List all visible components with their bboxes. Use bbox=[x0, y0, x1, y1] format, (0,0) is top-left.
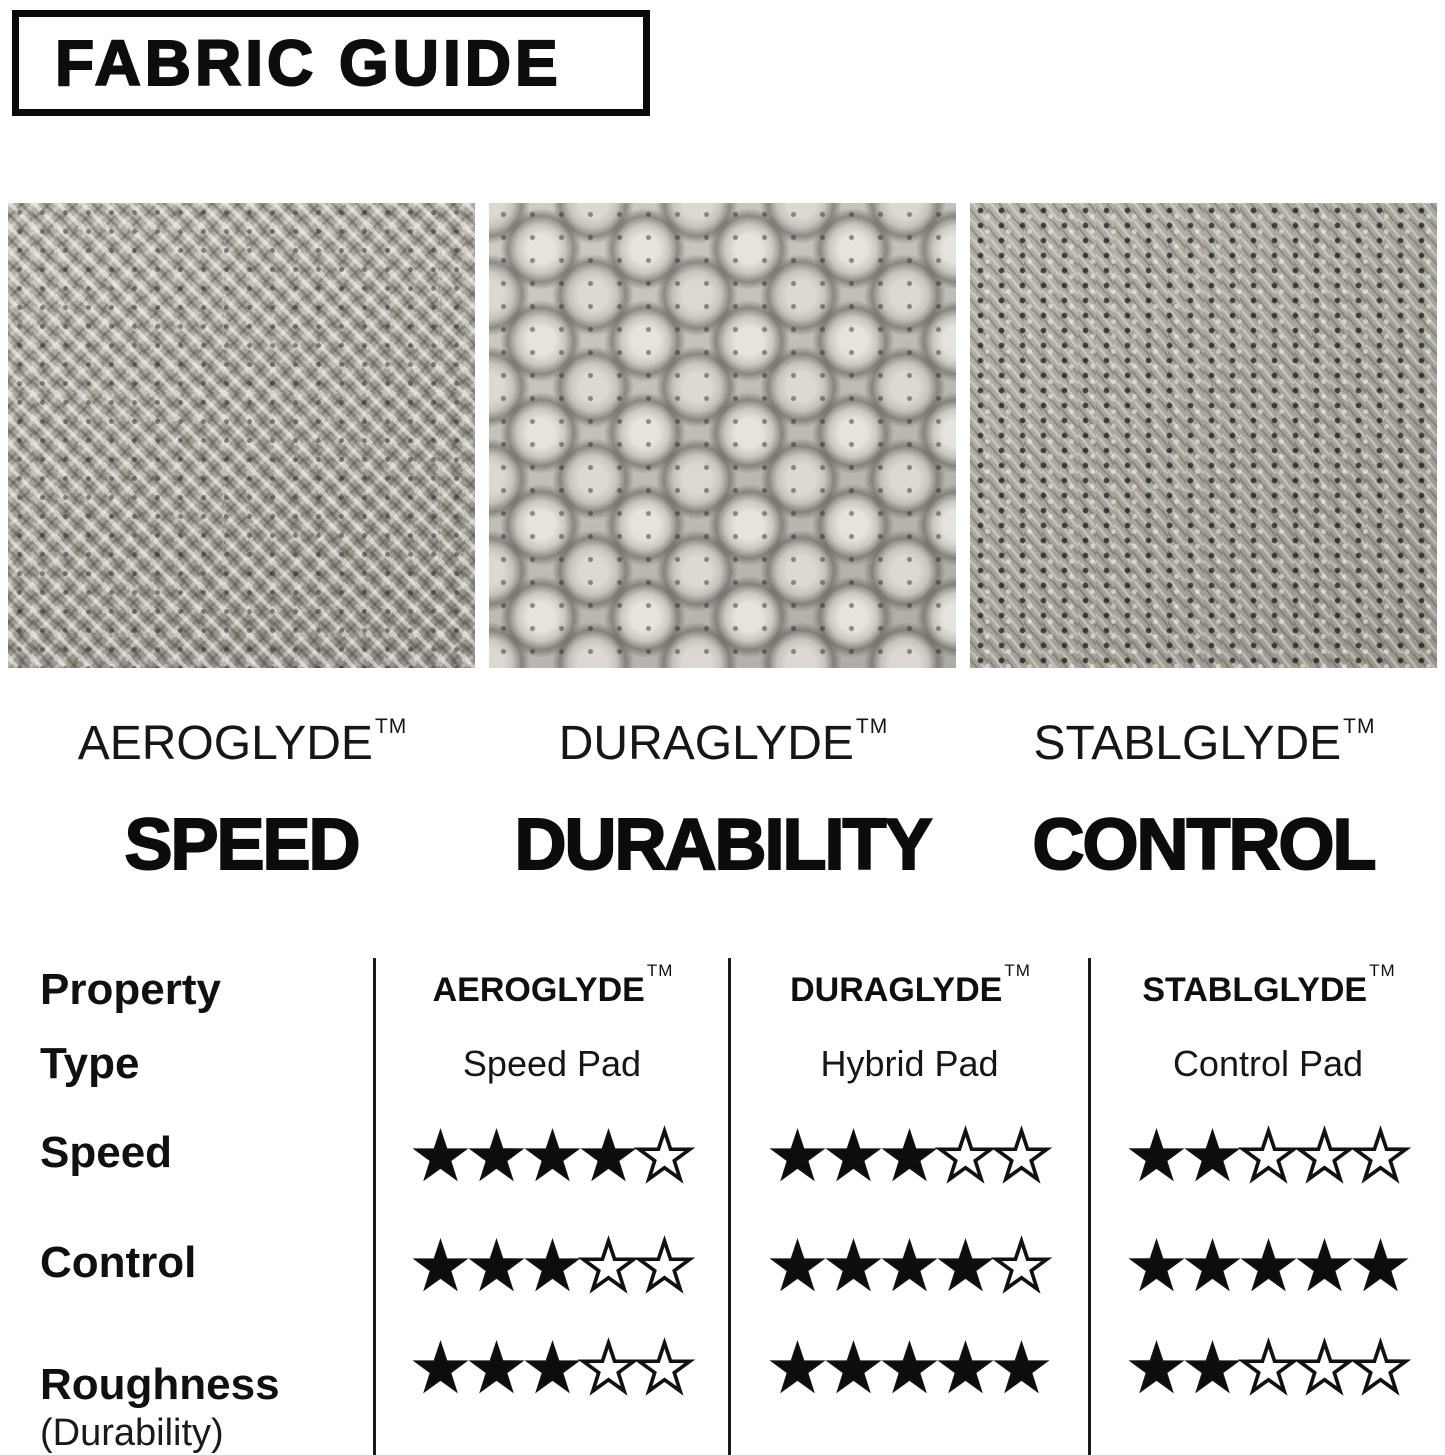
fabric-name-text: DURAGLYDE bbox=[558, 716, 854, 770]
star-filled-icon bbox=[413, 1130, 468, 1185]
star-empty-icon bbox=[637, 1130, 692, 1185]
table-column-aeroglyde bbox=[373, 958, 728, 1455]
keyword-durability: DURABILITY bbox=[514, 805, 931, 885]
star-empty-icon bbox=[637, 1342, 692, 1397]
trademark-symbol: TM bbox=[374, 715, 408, 738]
fabric-swatch-duraglyde bbox=[489, 203, 956, 668]
trademark-symbol: TM bbox=[1343, 715, 1376, 738]
rating-stars bbox=[770, 1342, 1049, 1397]
trademark-symbol: TM bbox=[855, 715, 889, 738]
row-label-property: Property bbox=[40, 964, 221, 1014]
row-label-speed: Speed bbox=[40, 1128, 173, 1177]
fabric-swatch-aeroglyde bbox=[8, 203, 475, 668]
star-filled-icon bbox=[1185, 1240, 1240, 1295]
comparison-table bbox=[0, 958, 1445, 1455]
rating-stars bbox=[770, 1240, 1049, 1295]
row-label-roughness bbox=[0, 1326, 373, 1455]
star-filled-icon bbox=[1185, 1130, 1240, 1185]
star-empty-icon bbox=[581, 1342, 636, 1397]
table-column-duraglyde bbox=[728, 958, 1088, 1455]
rating-stars bbox=[1129, 1342, 1408, 1397]
star-filled-icon bbox=[1241, 1240, 1296, 1295]
star-filled-icon bbox=[938, 1240, 993, 1295]
star-filled-icon bbox=[938, 1342, 993, 1397]
star-filled-icon bbox=[882, 1240, 937, 1295]
star-filled-icon bbox=[413, 1240, 468, 1295]
star-empty-icon bbox=[1241, 1130, 1296, 1185]
table-column-stablglyde bbox=[1088, 958, 1445, 1455]
star-filled-icon bbox=[770, 1240, 825, 1295]
star-empty-icon bbox=[581, 1240, 636, 1295]
star-empty-icon bbox=[637, 1240, 692, 1295]
page-title: FABRIC GUIDE bbox=[55, 27, 562, 99]
star-filled-icon bbox=[1129, 1240, 1184, 1295]
star-empty-icon bbox=[1297, 1130, 1352, 1185]
type-value-duraglyde: Hybrid Pad bbox=[820, 1043, 999, 1084]
table-header-duraglyde: DURAGLYDE™ bbox=[790, 960, 1031, 1009]
table-header-stablglyde: STABLGLYDE™ bbox=[1142, 960, 1396, 1009]
rating-stars bbox=[770, 1130, 1049, 1185]
trademark-symbol: TM bbox=[646, 960, 674, 980]
rating-stars bbox=[1129, 1130, 1408, 1185]
star-filled-icon bbox=[469, 1130, 524, 1185]
star-empty-icon bbox=[1353, 1130, 1408, 1185]
rating-stars bbox=[413, 1342, 692, 1397]
keyword-control: CONTROL bbox=[1032, 805, 1375, 885]
star-empty-icon bbox=[938, 1130, 993, 1185]
table-header-aeroglyde: AEROGLYDE™ bbox=[432, 960, 674, 1009]
star-empty-icon bbox=[1353, 1342, 1408, 1397]
rating-stars bbox=[1129, 1240, 1408, 1295]
star-filled-icon bbox=[525, 1240, 580, 1295]
star-filled-icon bbox=[826, 1130, 881, 1185]
trademark-symbol: TM bbox=[1004, 960, 1031, 980]
star-filled-icon bbox=[770, 1342, 825, 1397]
fabric-keyword-row bbox=[8, 795, 1437, 895]
star-empty-icon bbox=[1241, 1342, 1296, 1397]
type-value-aeroglyde: Speed Pad bbox=[462, 1043, 642, 1084]
fabric-name-row bbox=[8, 712, 1437, 774]
star-filled-icon bbox=[1353, 1240, 1408, 1295]
star-filled-icon bbox=[525, 1342, 580, 1397]
star-filled-icon bbox=[1185, 1342, 1240, 1397]
star-filled-icon bbox=[1297, 1240, 1352, 1295]
keyword-speed: SPEED bbox=[124, 805, 359, 885]
row-label-type: Type bbox=[40, 1038, 140, 1088]
fabric-swatch-stablglyde bbox=[970, 203, 1437, 668]
fabric-guide-title-box bbox=[12, 10, 650, 116]
star-filled-icon bbox=[525, 1130, 580, 1185]
type-value-stablglyde: Control Pad bbox=[1172, 1043, 1364, 1084]
fabric-name-stablglyde bbox=[970, 712, 1437, 774]
star-empty-icon bbox=[994, 1240, 1049, 1295]
star-filled-icon bbox=[1129, 1342, 1184, 1397]
fabric-name-text: AEROGLYDE bbox=[77, 716, 373, 770]
star-filled-icon bbox=[469, 1342, 524, 1397]
star-filled-icon bbox=[994, 1342, 1049, 1397]
star-filled-icon bbox=[581, 1130, 636, 1185]
roughness-durability-note: (Durability) bbox=[40, 1412, 224, 1455]
star-filled-icon bbox=[826, 1342, 881, 1397]
rating-stars bbox=[413, 1130, 692, 1185]
star-filled-icon bbox=[469, 1240, 524, 1295]
table-column-row-labels bbox=[0, 958, 373, 1455]
fabric-name-aeroglyde bbox=[8, 712, 475, 774]
rating-stars bbox=[413, 1240, 692, 1295]
star-filled-icon bbox=[882, 1342, 937, 1397]
star-filled-icon bbox=[770, 1130, 825, 1185]
star-filled-icon bbox=[413, 1342, 468, 1397]
roughness-label-group: Roughness (Durability) bbox=[40, 1360, 280, 1455]
star-filled-icon bbox=[826, 1240, 881, 1295]
star-empty-icon bbox=[1297, 1342, 1352, 1397]
star-empty-icon bbox=[994, 1130, 1049, 1185]
fabric-swatch-row bbox=[8, 203, 1437, 668]
trademark-symbol: TM bbox=[1369, 960, 1396, 980]
fabric-name-text: STABLGLYDE bbox=[1033, 716, 1342, 770]
row-label-control: Control bbox=[40, 1238, 197, 1287]
star-filled-icon bbox=[882, 1130, 937, 1185]
fabric-name-duraglyde bbox=[489, 712, 956, 774]
star-filled-icon bbox=[1129, 1130, 1184, 1185]
